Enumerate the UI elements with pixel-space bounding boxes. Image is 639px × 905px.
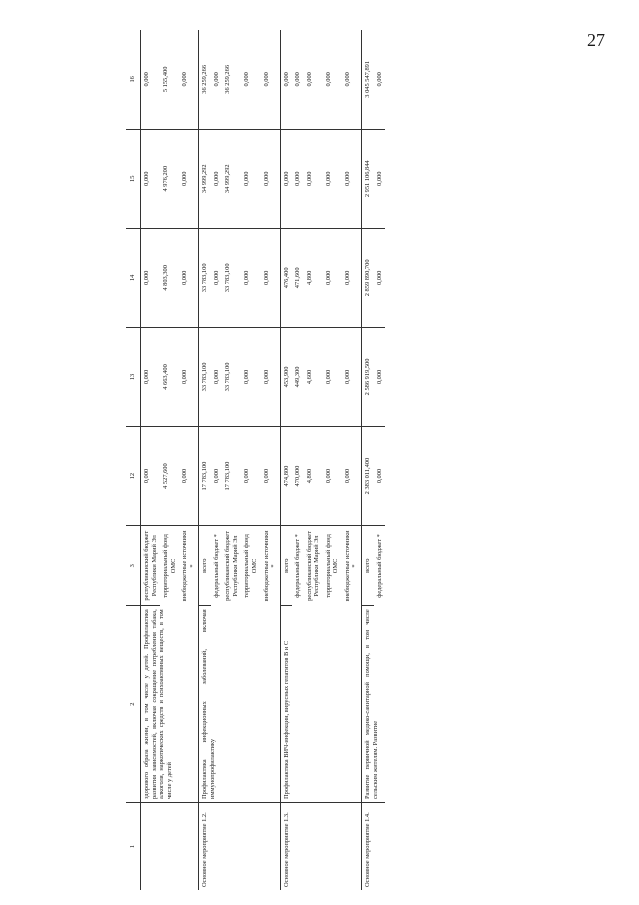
value-cell: 0,000 — [323, 327, 342, 426]
value-cell: 0,000 — [211, 129, 223, 228]
value-cell: 0,000 — [211, 228, 223, 327]
value-cell: 470,000 — [292, 427, 304, 526]
value-cell: 0,000 — [241, 327, 260, 426]
value-cell: 17 783,100 — [222, 427, 241, 526]
value-cell: 0,000 — [179, 327, 199, 426]
value-cell: 0,000 — [211, 327, 223, 426]
value-cell: 0,000 — [141, 129, 161, 228]
column-header-row — [126, 30, 141, 890]
column-header: 16 — [126, 30, 141, 129]
column-header: 1 — [126, 803, 141, 890]
value-cell: 0,000 — [323, 129, 342, 228]
value-cell: 0,000 — [141, 30, 161, 129]
value-cell: 33 783,100 — [199, 228, 211, 327]
value-cell: 4,600 — [304, 327, 323, 426]
value-cell: 0,000 — [342, 228, 362, 327]
value-cell: 34 999,292 — [199, 129, 211, 228]
funding-source-cell: территориальный фонд ОМС — [162, 534, 177, 598]
value-cell: 0,000 — [241, 30, 260, 129]
funding-source-cell: внебюджетные источники * — [181, 530, 196, 602]
column-header: 3 — [126, 526, 141, 606]
value-cell: 0,000 — [342, 327, 362, 426]
value-cell: 0,000 — [304, 129, 323, 228]
value-cell: 2 383 011,400 — [362, 427, 374, 526]
value-cell: 0,000 — [342, 427, 362, 526]
value-cell: 0,000 — [261, 30, 281, 129]
value-cell: 0,000 — [374, 427, 386, 526]
rotated-table-container — [126, 30, 622, 890]
funding-source-cell: всего — [280, 526, 292, 606]
funding-source-cell: территориальный фонд ОМС — [243, 534, 259, 598]
description-cell: Развитие первичной медико-санитарной помощи, в том числе сельским жителям. Развитие — [362, 606, 386, 803]
value-cell: 3 045 547,891 — [362, 30, 374, 129]
value-cell: 34 999,292 — [222, 129, 241, 228]
table-row — [280, 30, 292, 890]
value-cell: 36 259,266 — [222, 30, 241, 129]
value-cell: 476,400 — [280, 228, 292, 327]
page-number: 27 — [587, 30, 605, 50]
description-cell: Профилактика инфекционных заболеваний, включая иммунопрофилактику — [199, 606, 280, 803]
table-row — [362, 30, 374, 890]
value-cell: 0,000 — [323, 30, 342, 129]
funding-source-cell: всего — [199, 526, 211, 606]
value-cell: 0,000 — [141, 228, 161, 327]
value-cell: 0,000 — [261, 129, 281, 228]
value-cell: 0,000 — [280, 30, 292, 129]
value-cell: 0,000 — [261, 427, 281, 526]
column-header: 15 — [126, 129, 141, 228]
value-cell: 33 783,100 — [222, 327, 241, 426]
value-cell: 0,000 — [261, 228, 281, 327]
value-cell: 0,000 — [292, 30, 304, 129]
value-cell: 0,000 — [179, 129, 199, 228]
value-cell: 33 783,100 — [199, 327, 211, 426]
measure-cell: Основное мероприятие 1.3. — [280, 803, 361, 890]
description-cell: здорового образа жизни, в том числе у детей. Профилактика развития зависимостей, включая сокращение потребления табака, алкоголя, наркотических средств и психоактивных веществ, в том числе у детей — [141, 606, 199, 803]
funding-source-cell: федеральный бюджет * — [294, 534, 302, 598]
value-cell: 0,000 — [342, 129, 362, 228]
value-cell: 4 803,300 — [160, 228, 179, 327]
value-cell: 0,000 — [323, 228, 342, 327]
table-row — [199, 30, 211, 890]
value-cell: 0,000 — [342, 30, 362, 129]
value-cell: 474,800 — [280, 427, 292, 526]
value-cell: 0,000 — [211, 30, 223, 129]
value-cell: 0,000 — [292, 129, 304, 228]
column-header: 14 — [126, 228, 141, 327]
value-cell: 0,000 — [374, 129, 386, 228]
value-cell: 33 783,100 — [222, 228, 241, 327]
value-cell: 2 586 919,500 — [362, 327, 374, 426]
value-cell: 0,000 — [141, 427, 161, 526]
measure-cell: Основное мероприятие 1.2. — [199, 803, 280, 890]
value-cell: 471,600 — [292, 228, 304, 327]
funding-source-cell: республиканский бюджет Республики Марий Эл — [141, 526, 161, 606]
value-cell: 36 259,266 — [199, 30, 211, 129]
measure-cell: Основное мероприятие 1.4. — [362, 803, 386, 890]
value-cell: 0,000 — [241, 129, 260, 228]
budget-table — [126, 30, 385, 890]
value-cell: 0,000 — [280, 129, 292, 228]
column-header: 13 — [126, 327, 141, 426]
funding-source-cell: территориальный фонд ОМС — [324, 534, 340, 598]
column-header: 2 — [126, 606, 141, 803]
value-cell: 0,000 — [141, 327, 161, 426]
value-cell: 0,000 — [211, 427, 223, 526]
value-cell: 5 155,400 — [160, 30, 179, 129]
value-cell: 0,000 — [261, 327, 281, 426]
value-cell: 17 783,100 — [199, 427, 211, 526]
table-row — [141, 30, 161, 890]
value-cell: 0,000 — [241, 427, 260, 526]
value-cell: 2 951 106,844 — [362, 129, 374, 228]
value-cell: 4,800 — [304, 427, 323, 526]
funding-source-cell: республиканский бюджет Республики Марий Эл — [305, 531, 321, 601]
funding-source-cell: всего — [362, 526, 374, 606]
value-cell: 0,000 — [304, 30, 323, 129]
column-header: 12 — [126, 427, 141, 526]
value-cell: 0,000 — [179, 30, 199, 129]
value-cell: 449,300 — [292, 327, 304, 426]
funding-source-cell: республиканский бюджет Республики Марий Эл — [224, 531, 239, 601]
description-cell: Профилактика ВИЧ-инфекции, вирусных гепатитов В и С — [280, 606, 361, 803]
value-cell: 4 663,400 — [160, 327, 179, 426]
value-cell: 453,900 — [280, 327, 292, 426]
value-cell: 0,000 — [241, 228, 260, 327]
value-cell: 0,000 — [323, 427, 342, 526]
value-cell: 0,000 — [374, 228, 386, 327]
value-cell: 4 976,200 — [160, 129, 179, 228]
value-cell: 4,800 — [304, 228, 323, 327]
value-cell: 0,000 — [374, 30, 386, 129]
value-cell: 0,000 — [374, 327, 386, 426]
funding-source-cell: федеральный бюджет * — [212, 534, 220, 598]
value-cell: 2 859 890,700 — [362, 228, 374, 327]
funding-source-cell: внебюджетные источники * — [262, 530, 278, 602]
measure-cell — [141, 803, 199, 890]
funding-source-cell: федеральный бюджет * — [375, 534, 383, 598]
funding-source-cell: внебюджетные источники * — [343, 530, 359, 602]
value-cell: 0,000 — [179, 427, 199, 526]
value-cell: 4 527,600 — [160, 427, 179, 526]
value-cell: 0,000 — [179, 228, 199, 327]
